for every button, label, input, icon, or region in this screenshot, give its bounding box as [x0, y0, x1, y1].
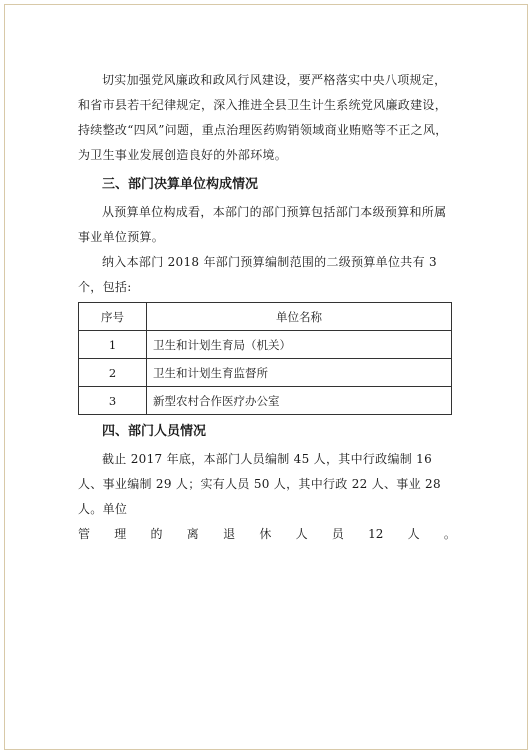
table-row: [79, 387, 452, 415]
paragraph-retired-staff-line: [78, 522, 456, 547]
word: 管: [78, 527, 91, 541]
section-heading-staff: 四、部门人员情况: [102, 424, 207, 439]
row-unit-name: 卫生和计划生育监督所: [147, 359, 452, 387]
word: 退: [223, 527, 236, 541]
word: 的: [150, 527, 163, 541]
word: 离: [186, 527, 199, 541]
row-number: 3: [79, 387, 147, 415]
row-number: 1: [79, 331, 147, 359]
section-heading-unit-composition: 三、部门决算单位构成情况: [102, 177, 259, 192]
paragraph-secondary-units: 纳入本部门 2018 年部门预算编制范围的二级预算单位共有 3 个，包括:: [78, 255, 437, 294]
row-unit-name: 新型农村合作医疗办公室: [147, 387, 452, 415]
table-row: [79, 331, 452, 359]
word: 人: [295, 527, 308, 541]
document-body: [78, 68, 456, 547]
table-header-row: [79, 303, 452, 331]
word: 人: [407, 527, 420, 541]
word: 休: [259, 527, 272, 541]
word: 。: [443, 527, 456, 541]
row-number: 2: [79, 359, 147, 387]
word: 员: [331, 527, 344, 541]
word: 理: [114, 527, 127, 541]
row-unit-name: 卫生和计划生育局（机关）: [147, 331, 452, 359]
units-table: [78, 302, 452, 415]
word: 12: [368, 527, 384, 541]
header-serial-number: 序号: [79, 303, 147, 331]
header-unit-name: 单位名称: [147, 303, 452, 331]
paragraph-budget-units: 从预算单位构成看，本部门的部门预算包括部门本级预算和所属事业单位预算。: [78, 205, 447, 244]
table-row: [79, 359, 452, 387]
paragraph-party-conduct: 切实加强党风廉政和政风行风建设，要严格落实中央八项规定，和省市县若干纪律规定，深入推进全县卫生计生系统党风廉政建设，持续整改“四风”问题，重点治理医药购销领域商业贿赂等不正之风，为卫生事业发展创造良好的外部环境。: [78, 73, 448, 162]
paragraph-staff-numbers: 截止 2017 年底，本部门人员编制 45 人，其中行政编制 16 人、事业编制 29 人；实有人员 50 人，其中行政 22 人、事业 28 人。单位: [78, 452, 441, 516]
